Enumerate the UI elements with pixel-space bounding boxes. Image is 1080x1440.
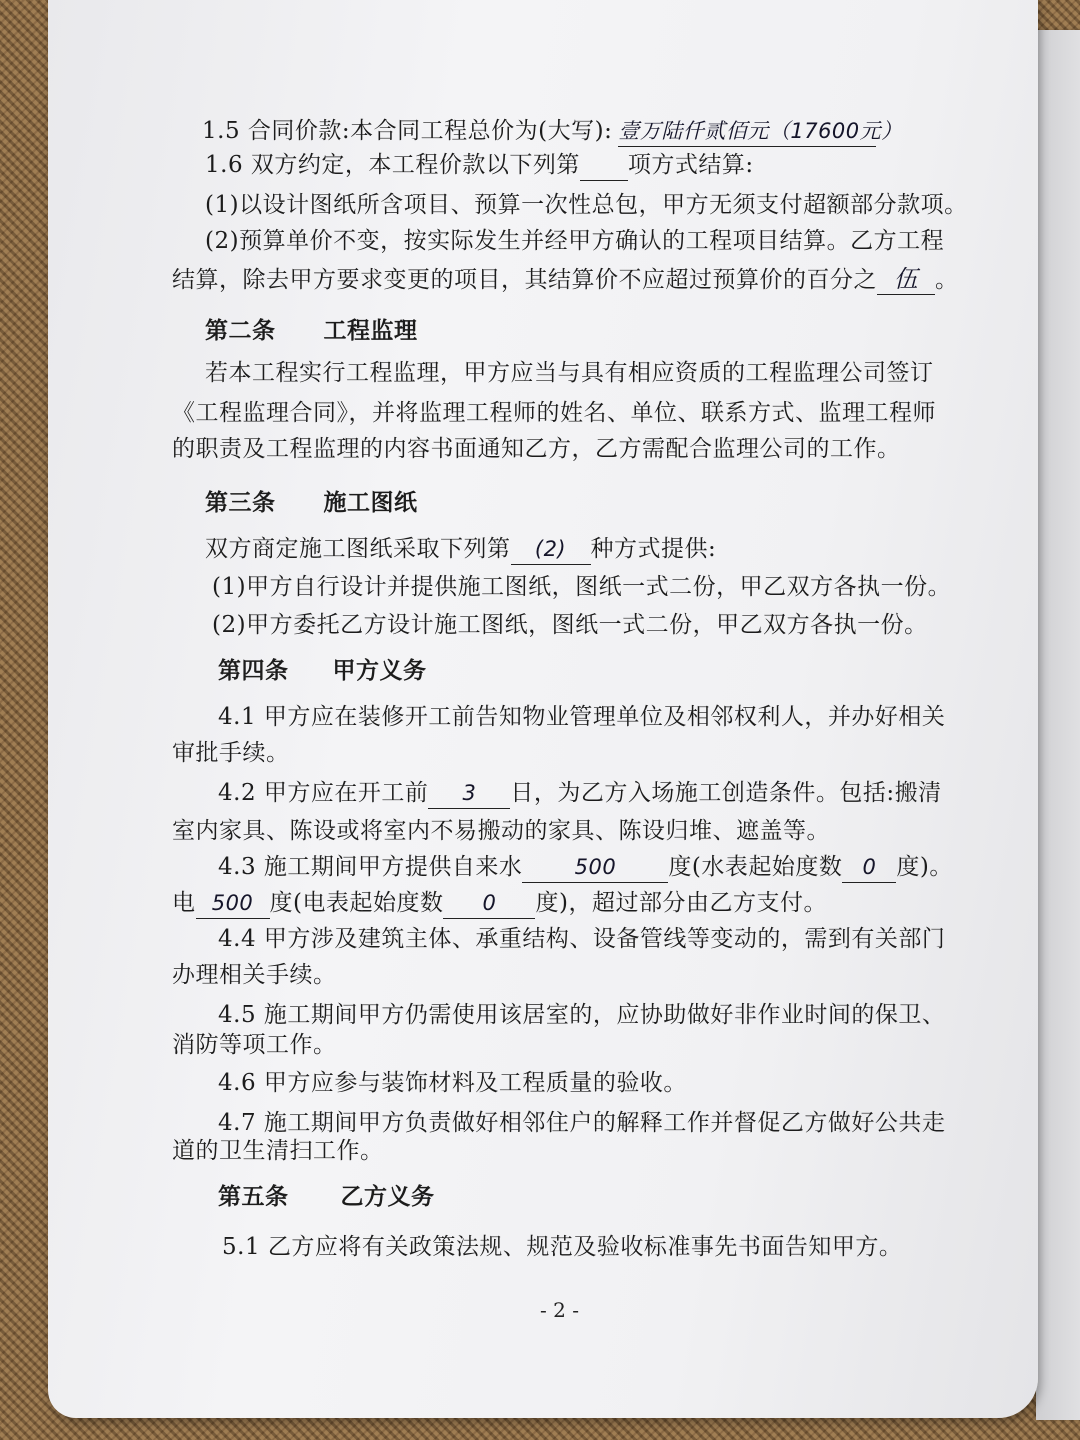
handwritten-drawing-option: (2) xyxy=(511,534,591,565)
clause-4-6: 4.6 甲方应参与装饰材料及工程质量的验收。 xyxy=(218,1070,687,1096)
clause-4-3-b: 电 500 度(电表起始度数 0 度)，超过部分由乙方支付。 xyxy=(172,888,827,919)
option-1: (1)以设计图纸所含项目、预算一次性总包，甲方无须支付超额部分款项。 xyxy=(205,192,968,218)
clause-4-7-a: 4.7 施工期间甲方负责做好相邻住户的解释工作并督促乙方做好公共走 xyxy=(218,1110,946,1136)
clause-4-7-b: 道的卫生清扫工作。 xyxy=(172,1138,384,1164)
clause-4-1-b: 审批手续。 xyxy=(172,740,290,766)
handwritten-days: 3 xyxy=(428,778,510,809)
clause-4-4-b: 办理相关手续。 xyxy=(172,962,337,988)
clause-1-5 xyxy=(202,116,903,147)
handwritten-electric-amount: 500 xyxy=(196,888,270,919)
next-page-edge xyxy=(1036,30,1080,1420)
article-2-p3: 的职责及工程监理的内容书面通知乙方，乙方需配合监理公司的工作。 xyxy=(172,436,901,462)
article-3-p3: (2)甲方委托乙方设计施工图纸，图纸一式二份，甲乙双方各执一份。 xyxy=(212,612,928,638)
option-2-line1: (2)预算单价不变，按实际发生并经甲方确认的工程项目结算。乙方工程 xyxy=(205,228,945,254)
contract-price-label: 1.5 合同价款:本合同工程总价为(大写): xyxy=(202,118,613,144)
option-2-line2: 结算，除去甲方要求变更的项目，其结算价不应超过预算价的百分之 伍 。 xyxy=(172,265,959,293)
article-2-p1: 若本工程实行工程监理，甲方应当与具有相应资质的工程监理公司签订 xyxy=(205,360,934,386)
handwritten-water-amount: 500 xyxy=(522,852,668,883)
article-5-heading: 第五条 乙方义务 xyxy=(218,1183,435,1210)
clause-4-2-b: 室内家具、陈设或将室内不易搬动的家具、陈设归堆、遮盖等。 xyxy=(172,818,830,844)
handwritten-total-price: 壹万陆仟贰佰元（17600元） xyxy=(618,116,876,147)
article-3-p2: (1)甲方自行设计并提供施工图纸，图纸一式二份，甲乙双方各执一份。 xyxy=(212,574,952,600)
page-number: - 2 - xyxy=(540,1298,579,1322)
article-2-heading: 第二条 工程监理 xyxy=(205,317,418,344)
clause-4-5-b: 消防等项工作。 xyxy=(172,1032,337,1058)
article-2-p2: 《工程监理合同》，并将监理工程师的姓名、单位、联系方式、监理工程师 xyxy=(172,400,936,426)
handwritten-percent: 伍 xyxy=(877,264,935,295)
clause-4-4-a: 4.4 甲方涉及建筑主体、承重结构、设备管线等变动的，需到有关部门 xyxy=(218,926,946,952)
clause-4-3-a: 4.3 施工期间甲方提供自来水 500 度(水表起始度数 0 度)。 xyxy=(218,852,953,883)
article-3-heading: 第三条 施工图纸 xyxy=(205,489,418,516)
clause-1-6: 1.6 双方约定，本工程价款以下列第 项方式结算: xyxy=(205,150,754,181)
handwritten-electric-start: 0 xyxy=(443,888,535,919)
clause-4-5-a: 4.5 施工期间甲方仍需使用该居室的，应协助做好非作业时间的保卫、 xyxy=(218,1002,946,1028)
article-3-p1: 双方商定施工图纸采取下列第 (2) 种方式提供: xyxy=(205,534,716,565)
article-4-heading: 第四条 甲方义务 xyxy=(218,657,427,684)
clause-5-1: 5.1 乙方应将有关政策法规、规范及验收标准事先书面告知甲方。 xyxy=(222,1234,903,1260)
handwritten-water-start: 0 xyxy=(842,852,896,883)
blank-settlement-option xyxy=(580,150,628,181)
clause-4-1-a: 4.1 甲方应在装修开工前告知物业管理单位及相邻权利人，并办好相关 xyxy=(218,704,946,730)
clause-4-2-a: 4.2 甲方应在开工前 3 日，为乙方入场施工创造条件。包括:搬清 xyxy=(218,778,942,809)
